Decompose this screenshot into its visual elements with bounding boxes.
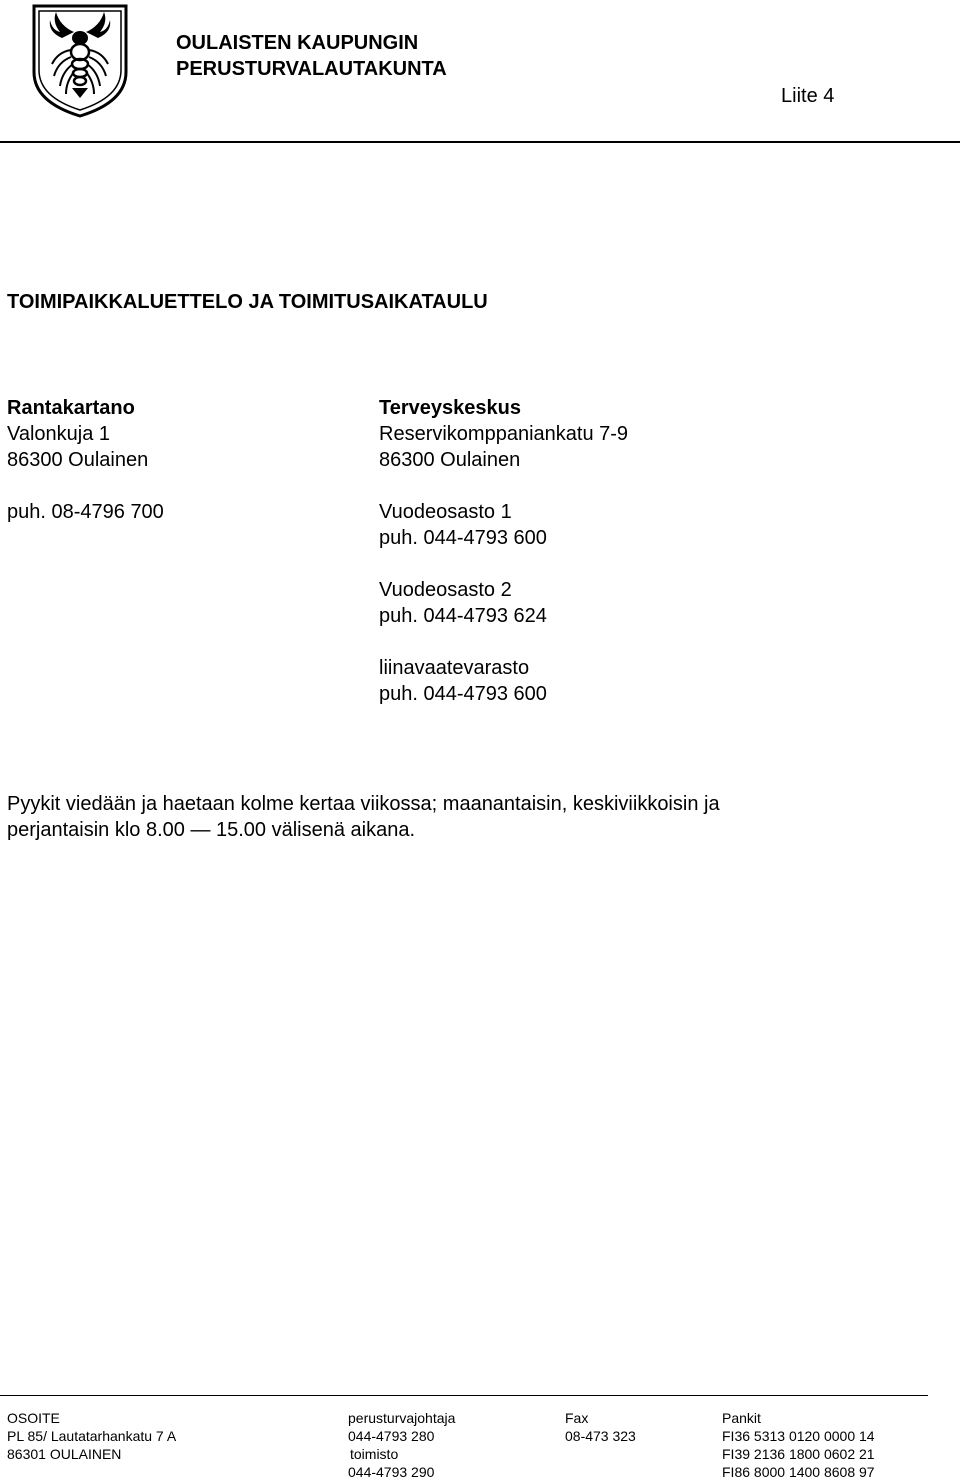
right-location-street: Reservikomppaniankatu 7-9 [379,423,629,445]
unit-1-name: Vuodeosasto 1 [379,501,512,523]
footer-address-column [7,1409,176,1463]
right-location-name: Terveyskeskus [379,397,521,419]
unit-2-phone: puh. 044-4793 624 [379,605,547,627]
footer-fax-number: 08-473 323 [565,1428,636,1444]
org-name-line2: PERUSTURVALAUTAKUNTA [176,58,447,80]
unit-1-phone: puh. 044-4793 600 [379,527,547,549]
footer-fax-heading: Fax [565,1410,589,1426]
footer-bank-1: FI36 5313 0120 0000 14 [722,1428,875,1444]
document-title: TOIMIPAIKKALUETTELO JA TOIMITUSAIKATAULU [7,291,488,313]
attachment-label: Liite 4 [781,85,835,107]
right-location-city: 86300 Oulainen [379,449,521,471]
left-location-street: Valonkuja 1 [7,423,111,445]
org-name-line1: OULAISTEN KAUPUNGIN [176,32,419,54]
schedule-line-1: Pyykit viedään ja haetaan kolme kertaa viikossa; maanantaisin, keskiviikkoisin ja [7,793,720,815]
footer-contact-phone-1: 044-4793 280 [348,1428,435,1444]
footer-contact-column [348,1409,455,1481]
unit-2-name: Vuodeosasto 2 [379,579,512,601]
footer-bank-3: FI86 8000 1400 8608 97 [722,1464,875,1480]
footer-contact-phone-2: 044-4793 290 [348,1464,435,1480]
footer-divider [0,1395,928,1396]
left-location [7,395,164,525]
footer-address-city: 86301 OULAINEN [7,1446,122,1462]
right-location [379,395,628,707]
unit-3-phone: puh. 044-4793 600 [379,683,547,705]
left-location-phone: puh. 08-4796 700 [7,501,164,523]
schedule-paragraph [7,791,720,843]
footer-contact-heading: perusturvajohtaja [348,1410,456,1426]
footer-bank-2: FI39 2136 1800 0602 21 [722,1446,875,1462]
left-location-name: Rantakartano [7,397,135,419]
header-divider [0,141,960,143]
schedule-line-2: perjantaisin klo 8.00 — 15.00 välisenä aikana. [7,819,416,841]
footer-address-street: PL 85/ Lautatarhankatu 7 A [7,1428,177,1444]
left-location-city: 86300 Oulainen [7,449,149,471]
footer-contact-office: toimisto [350,1446,399,1462]
footer-banks-column [722,1409,875,1481]
city-crest-logo [30,2,130,118]
footer-address-heading: OSOITE [7,1410,60,1426]
unit-3-name: liinavaatevarasto [379,657,530,679]
footer-banks-heading: Pankit [722,1410,761,1426]
footer-fax-column [565,1409,636,1445]
